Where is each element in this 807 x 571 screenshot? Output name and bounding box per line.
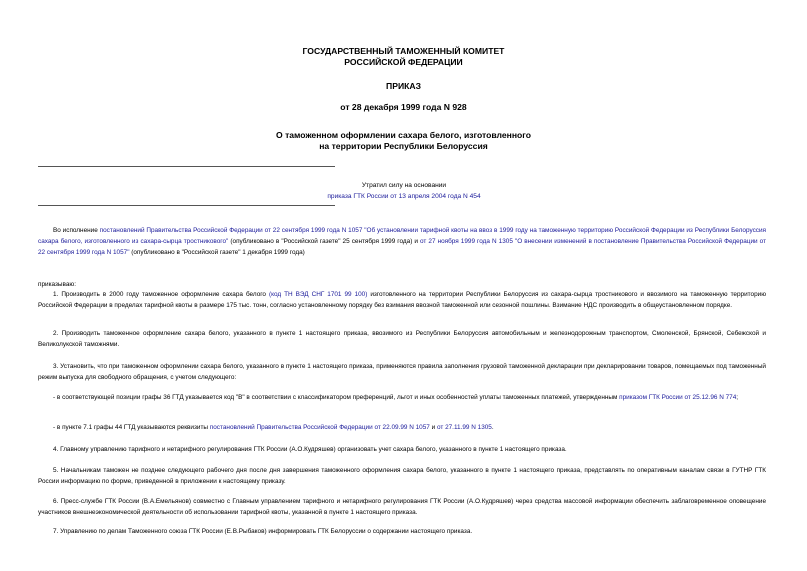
status-note-link[interactable]: приказа ГТК России от 13 апреля 2004 года N 454 (327, 193, 481, 200)
paragraph-3: 3. Установить, что при таможенном оформлении сахара белого, указанного в пункте 1 настоящего приказа, применяются правила заполнения грузовой таможенной декларации при декларировании товаров, помещаемых под таможенный режим выпуска для свободного обращения, с учетом следующего: (38, 363, 766, 381)
status-note-text: Утратил силу на основании (361, 182, 447, 189)
paragraph-1 (38, 290, 766, 312)
paragraph-3b (38, 423, 766, 434)
paragraph-3b-text: и (429, 424, 437, 431)
order-774-link[interactable]: приказом ГТК России от 25.12.96 N 774 (619, 394, 737, 401)
paragraph-7: 7. Управлению по делам Таможенного союза ГТК России (Е.В.Рыбаков) информировать ГТК Белоруссии о содержании настоящего приказа. (53, 528, 473, 535)
divider-top (38, 166, 335, 167)
paragraph-3b-text: - в пункте 7.1 графы 44 ГТД указываются реквизиты (53, 424, 210, 431)
document-type: ПРИКАЗ (386, 81, 421, 91)
agency-name-line2: РОССИЙСКОЙ ФЕДЕРАЦИИ (344, 57, 463, 67)
paragraph-1-text: изготовленного на территории Республики Белоруссия из сахара-сырца тростникового и ввозимого на таможенную территорию Российской Федерации в пределах тарифной квоты в размере 175 тыс. тонн, согласно установленному порядку без взимания ввозной таможенной или сезонной пошлины. Взимание НДС производить в общеустановленном порядке. (38, 291, 766, 309)
agency-name-line1: ГОСУДАРСТВЕННЫЙ ТАМОЖЕННЫЙ КОМИТЕТ (302, 46, 505, 56)
preamble-link-1305[interactable]: от 27 ноября 1999 года N 1305 "О внесении изменений в постановление Правительства Российской Федерации от 22 сентября 1999 года N 1057" (38, 237, 766, 256)
paragraph-3a-text: - в соответствующей позиции графы 36 ГТД указывается код "В" в соответствии с классификатором преференций, льгот и иных особенностей уплаты таможенных платежей, утвержденным (53, 394, 620, 401)
paragraph-3a-text: ; (736, 394, 739, 401)
divider-bottom (38, 205, 335, 206)
preamble-text: Во исполнение (53, 227, 100, 234)
preamble-text: (опубликовано в "Российской газете" 25 сентября 1999 года) и (228, 237, 421, 245)
preamble (38, 226, 766, 258)
paragraph-2: 2. Производить таможенное оформление сахара белого, указанного в пункте 1 настоящего приказа, ввозимого из Республики Белоруссия автомобильным и железнодорожным транспортом, Смоленской, Брянской, Себежской и Великолукской таможнями. (38, 330, 766, 348)
preamble-link-1057[interactable]: постановлений Правительства Российской Федерации от 22 сентября 1999 года N 1057 "Об установлении тарифной квоты на ввоз в 1999 году на таможенную территорию Российской Федерации из Республики Белоруссия сахара белого, изготовленного из сахара-сырца тростникового" (38, 227, 766, 245)
orders-intro: приказываю: (38, 281, 76, 288)
preamble-text: (опубликовано в "Российской газете" 1 декабря 1999 года) (129, 248, 305, 256)
document-title-line2: на территории Республики Белоруссия (319, 141, 488, 151)
status-note (305, 180, 503, 202)
paragraph-4: 4. Главному управлению тарифного и нетарифного регулирования ГТК России (А.О.Кудряшев) организовать учет сахара белого, указанного в пункте 1 настоящего приказа. (53, 446, 567, 453)
paragraph-6: 6. Пресс-службе ГТК России (В.А.Емельянов) совместно с Главным управлением тарифного и нетарифного регулирования ГТК России (А.О.Кудряшев) через средства массовой информации обеспечить заблаговременное оповещение участников внешнеэкономической деятельности об использовании тарифной квоты, указанной в пункте 1 настоящего приказа. (38, 498, 766, 516)
resolution-1305-link[interactable]: от 27.11.99 N 1305 (436, 424, 492, 431)
resolution-1057-link[interactable]: постановлений Правительства Российской Федерации от 22.09.99 N 1057 (209, 424, 430, 431)
document-title-line1: О таможенном оформлении сахара белого, изготовленного (276, 130, 531, 140)
paragraph-1-text: 1. Производить в 2000 году таможенное оформление сахара белого (53, 291, 269, 298)
paragraph-3b-text: . (491, 424, 494, 431)
document-date: от 28 декабря 1999 года N 928 (340, 102, 467, 112)
hs-code-link[interactable]: (код ТН ВЭД СНГ 1701 99 100) (268, 291, 368, 298)
paragraph-3a (38, 393, 766, 404)
paragraph-5: 5. Начальникам таможен не позднее следующего рабочего дня после дня завершения таможенного оформления сахара белого, указанного в пункте 1 настоящего приказа, представлять по оперативным каналам связи в ГУТНР ГТК России информацию по форме, приведенной в приложении к настоящему приказу. (38, 467, 766, 485)
